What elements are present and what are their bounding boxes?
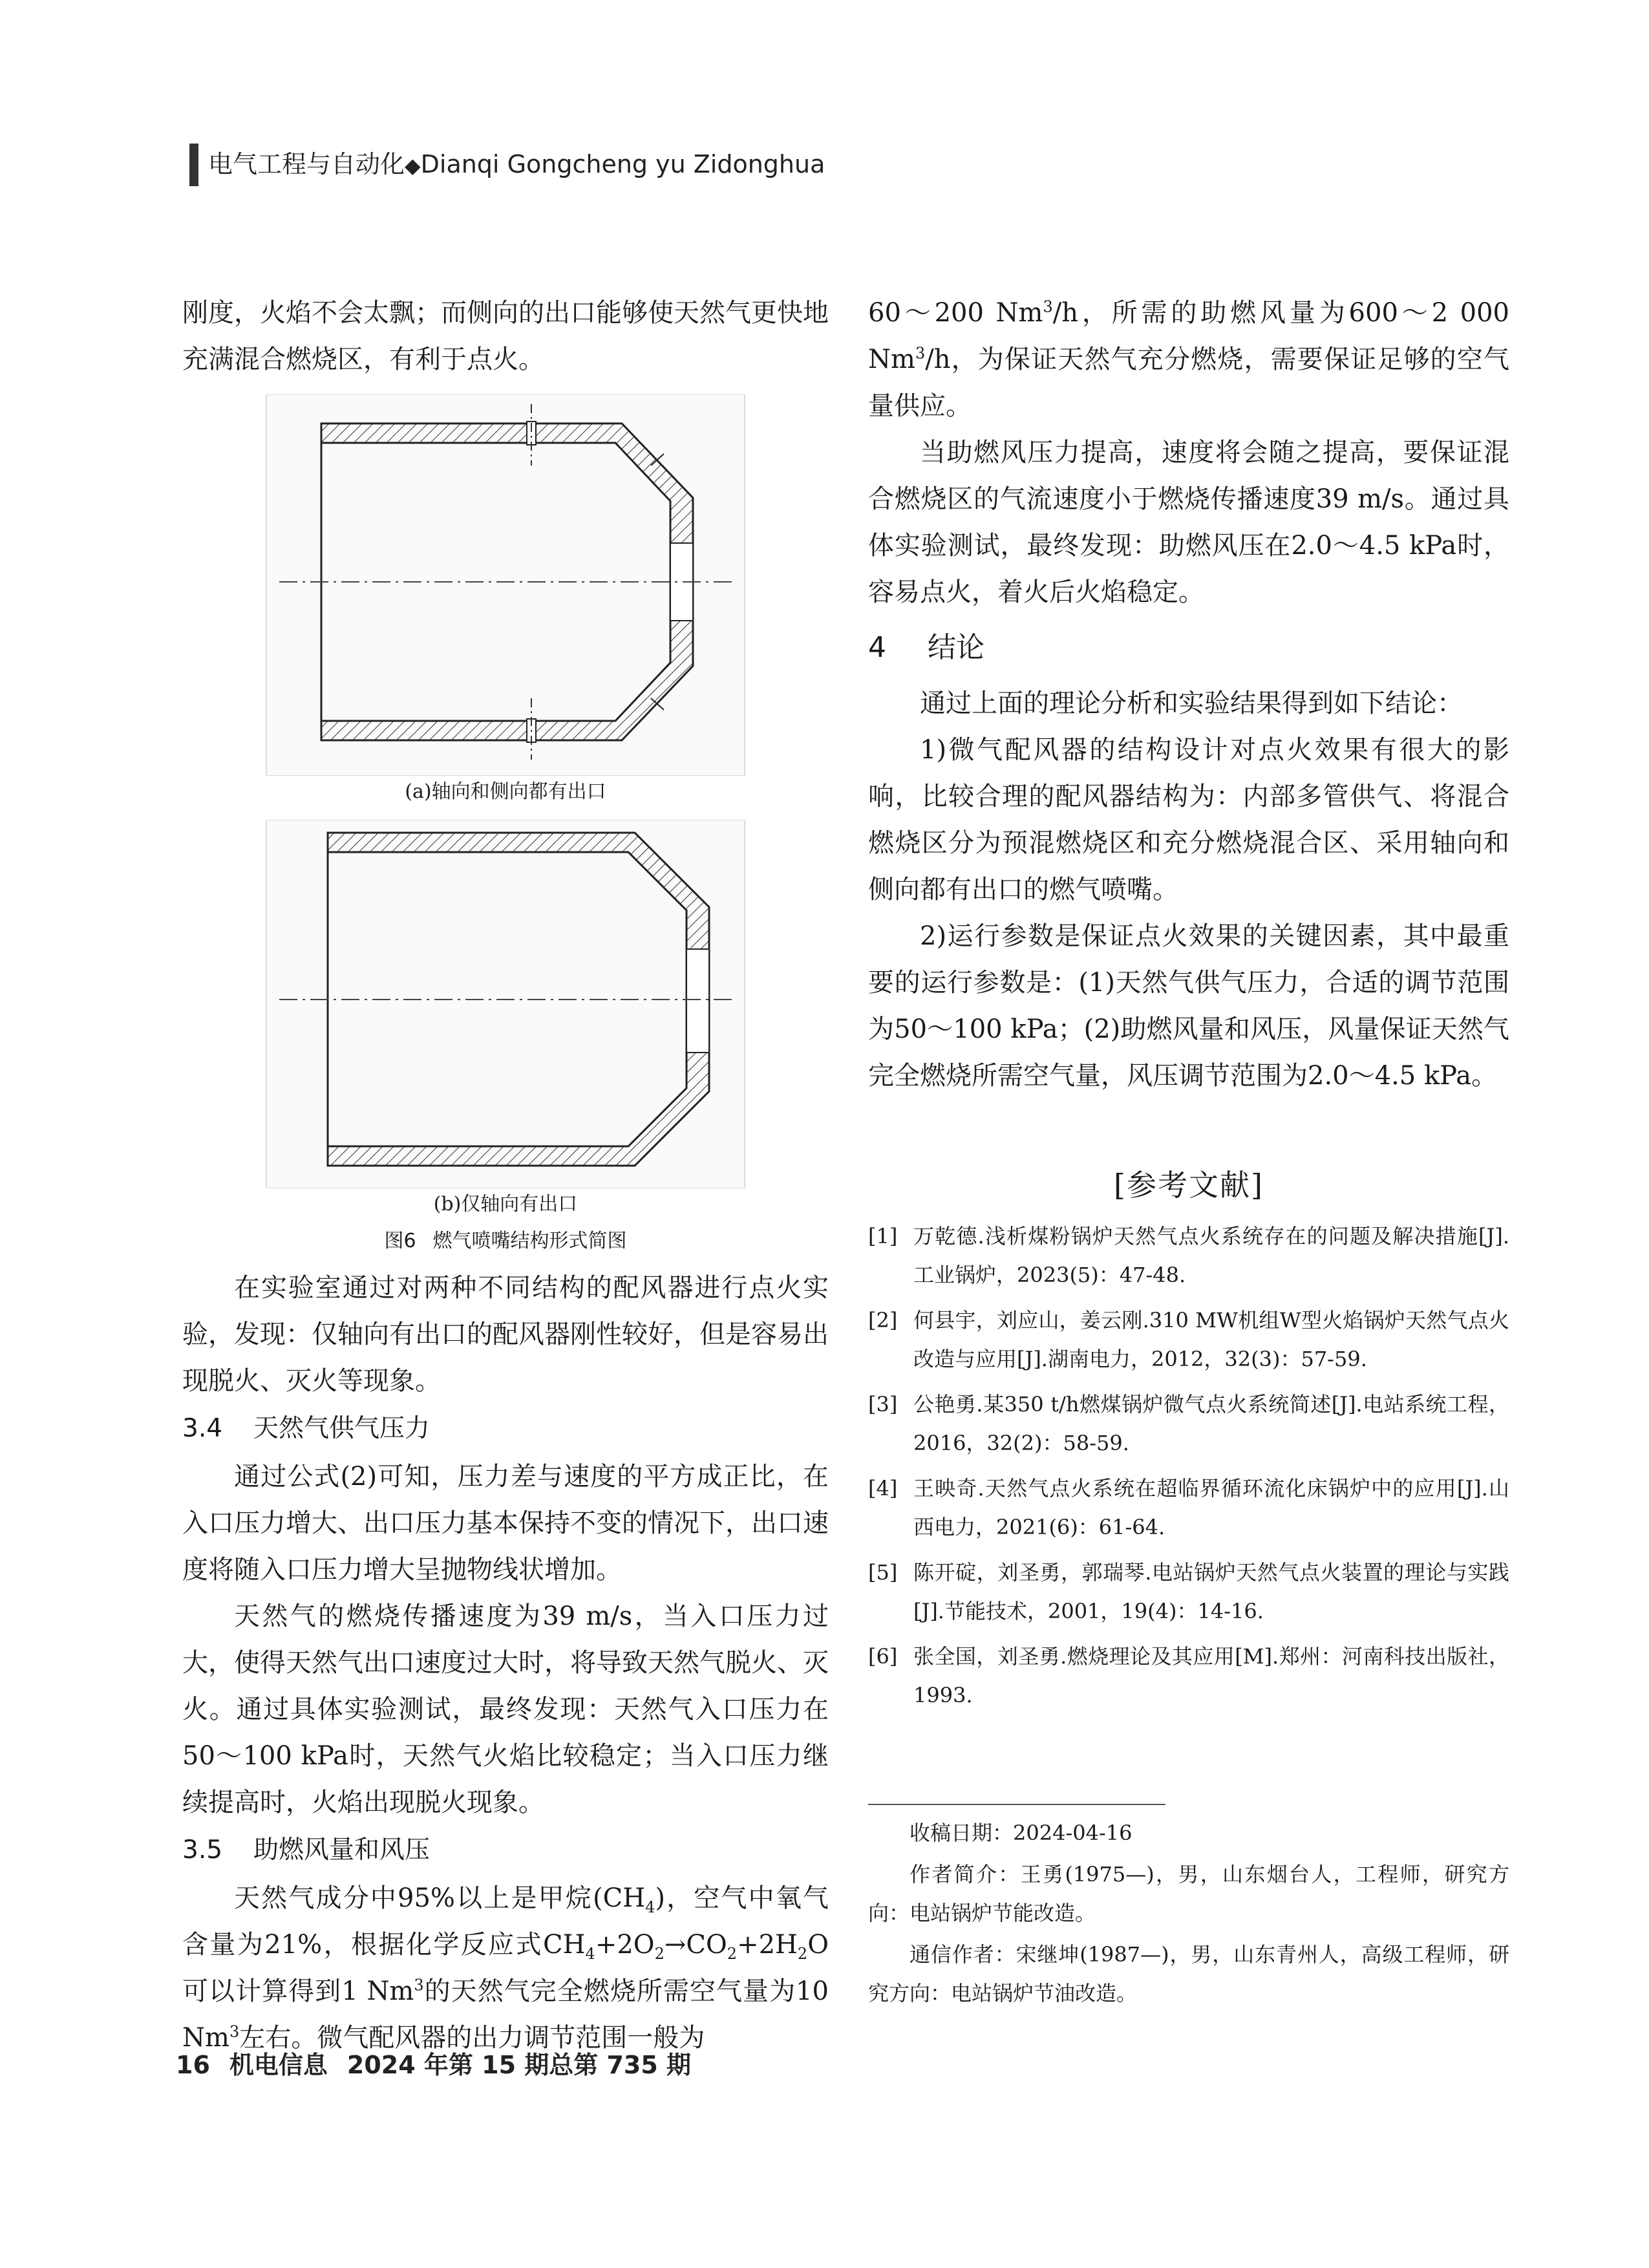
reference-text: 王映奇.天然气点火系统在超临界循环流化床锅炉中的应用[J].山西电力，2021(6)：61-64. xyxy=(913,1476,1509,1539)
superscript: 3 xyxy=(414,1976,424,1995)
paragraph: 天然气的燃烧传播速度为39 m/s，当入口压力过大，使得天然气出口速度过大时，将导致天然气脱火、灭火。通过具体实验测试，最终发现：天然气入口压力在50～100 kPa时，天然气火焰比较稳定；当入口压力继续提高时，火焰出现脱火现象。 xyxy=(182,1601,829,1817)
subfigure-caption-a: (a)轴向和侧向都有出口 xyxy=(405,780,606,803)
received-date xyxy=(868,1813,1509,1852)
references-heading: [参考文献] xyxy=(1114,1168,1264,1203)
header-bar xyxy=(189,144,198,186)
left-column xyxy=(182,290,829,2061)
paragraph: 在实验室通过对两种不同结构的配风器进行点火实验，发现：仅轴向有出口的配风器刚性较好，但是容易出现脱火、灭火等现象。 xyxy=(182,1273,829,1396)
figure-title: 燃气喷嘴结构形式简图 xyxy=(432,1230,627,1252)
section-heading-4 xyxy=(868,615,1509,680)
footnote-label: 收稿日期： xyxy=(910,1821,1014,1845)
axial-outlet xyxy=(686,949,709,1053)
footnote-value: 2024-04-16 xyxy=(1013,1821,1133,1845)
paragraph-chemistry xyxy=(182,1875,829,2061)
section-title: 助燃风量和风压 xyxy=(253,1835,431,1865)
figure-6 xyxy=(182,394,829,1262)
subfigure-caption-b: (b)仅轴向有出口 xyxy=(433,1193,578,1215)
paragraph: 通过公式(2)可知，压力差与速度的平方成正比，在入口压力增大、出口压力基本保持不变的情况下，出口速度将随入口压力增大呈抛物线状增加。 xyxy=(182,1462,829,1585)
reference-text: 万乾德.浅析煤粉锅炉天然气点火系统存在的问题及解决措施[J].工业锅炉，2023(5)：47-48. xyxy=(913,1224,1509,1287)
reference-text: 何县宇，刘应山，姜云刚.310 MW机组W型火焰锅炉天然气点火改造与应用[J].湖南电力，2012，32(3)：57-59. xyxy=(913,1308,1509,1371)
reference-text: 公艳勇.某350 t/h燃煤锅炉微气点火系统简述[J].电站系统工程，2016，32(2)：58-59. xyxy=(913,1392,1509,1455)
footnote-label: 通信作者： xyxy=(910,1942,1016,1967)
reference-list xyxy=(868,1217,1509,1715)
reference-text: 张全国，刘圣勇.燃烧理论及其应用[M].郑州：河南科技出版社，1993. xyxy=(913,1644,1509,1707)
section-number: 4 xyxy=(868,631,886,664)
paragraph: 通过上面的理论分析和实验结果得到如下结论： xyxy=(920,689,1463,718)
reference-number: [2] xyxy=(868,1308,898,1332)
diamond-icon: ◆ xyxy=(405,153,421,178)
footer-issue: 2024 年第 15 期总第 735 期 xyxy=(346,2051,692,2079)
subscript: 4 xyxy=(645,1898,655,1916)
reference-number: [4] xyxy=(868,1476,898,1501)
reference-number: [3] xyxy=(868,1392,898,1417)
reference-item xyxy=(868,1385,1509,1462)
reference-item xyxy=(868,1469,1509,1546)
reference-number: [1] xyxy=(868,1224,898,1248)
reference-item xyxy=(868,1637,1509,1715)
text-run: /h，为保证天然气充分燃烧，需要保证足够的空气量供应。 xyxy=(868,345,1509,421)
footer-journal: 机电信息 xyxy=(229,2051,328,2079)
footnote-label: 作者简介： xyxy=(910,1862,1021,1887)
text-run: 的天然气完全燃烧所需空气量为10 Nm xyxy=(182,1976,829,2053)
text-run: )，空气中氧气含量为21%，根据化学反应式CH xyxy=(182,1883,829,1960)
conclusion-item-1: 1)微气配风器的结构设计对点火效果有很大的影响，比较合理的配风器结构为：内部多管供气、将混合燃烧区分为预混燃烧区和充分燃烧混合区、采用轴向和侧向都有出口的燃气喷嘴。 xyxy=(868,735,1509,904)
page-number: 16 xyxy=(176,2051,210,2079)
reference-text: 陈开碇，刘圣勇，郭瑞琴.电站锅炉天然气点火装置的理论与实践[J].节能技术，2001，19(4)：14-16. xyxy=(913,1560,1509,1623)
superscript: 3 xyxy=(915,344,926,363)
conclusion-item-2: 2)运行参数是保证点火效果的关键因素，其中最重要的运行参数是：(1)天然气供气压力，合适的调节范围为50～100 kPa；(2)助燃风量和风压，风量保证天然气完全燃烧所需空气量，风压调节范围为2.0～4.5 kPa。 xyxy=(868,921,1509,1091)
footnotes xyxy=(868,1813,1509,2015)
paragraph: 当助燃风压力提高，速度将会随之提高，要保证混合燃烧区的气流速度小于燃烧传播速度39 m/s。通过具体实验测试，最终发现：助燃风压在2.0～4.5 kPa时，容易点火，着火后火焰稳定。 xyxy=(868,438,1509,607)
superscript: 3 xyxy=(229,2022,240,2041)
text-run: →CO xyxy=(664,1930,727,1960)
paragraph xyxy=(868,290,1509,429)
paragraph: 刚度，火焰不会太飘；而侧向的出口能够使天然气更快地充满混合燃烧区，有利于点火。 xyxy=(182,298,829,374)
section-title: 结论 xyxy=(928,631,984,664)
subscript: 2 xyxy=(797,1945,808,1963)
section-title: 天然气供气压力 xyxy=(253,1414,431,1443)
journal-title-pinyin: Dianqi Gongcheng yu Zidonghua xyxy=(420,150,825,178)
reference-number: [6] xyxy=(868,1644,898,1669)
right-column xyxy=(868,290,1509,1721)
reference-item xyxy=(868,1301,1509,1378)
reference-item xyxy=(868,1553,1509,1631)
text-run: 左右。微气配风器的出力调节范围一般为 xyxy=(239,2023,705,2053)
subscript: 2 xyxy=(727,1945,738,1963)
text-run: +2O xyxy=(595,1930,655,1960)
page-footer xyxy=(176,2047,710,2083)
figure-label: 图6 xyxy=(384,1230,416,1252)
reference-item xyxy=(868,1217,1509,1294)
text-run: /h，所需的助燃风量为600～2 000 Nm xyxy=(868,298,1509,374)
section-heading-3-5 xyxy=(182,1826,829,1875)
superscript: 3 xyxy=(1043,297,1053,316)
section-number: 3.5 xyxy=(182,1835,223,1865)
figure-caption xyxy=(182,1221,829,1262)
subscript: 2 xyxy=(654,1945,665,1963)
reference-number: [5] xyxy=(868,1560,898,1585)
subscript: 4 xyxy=(585,1945,595,1963)
running-header xyxy=(208,146,825,184)
section-heading-3-4 xyxy=(182,1404,829,1453)
section-number: 3.4 xyxy=(182,1414,223,1443)
author-bio xyxy=(868,1855,1509,1932)
corresponding-author xyxy=(868,1935,1509,2013)
text-run: 60～200 Nm xyxy=(868,298,1043,328)
text-run: +2H xyxy=(737,1930,798,1960)
nozzle-diagram-b xyxy=(182,820,829,1188)
nozzle-diagram-a xyxy=(182,394,829,776)
footnote-value: 王勇(1975—)，男，山东烟台人，工程师，研究方向：电站锅炉节能改造。 xyxy=(868,1862,1509,1925)
footnote-rule xyxy=(868,1804,1165,1805)
footnote-value: 宋继坤(1987—)，男，山东青州人，高级工程师，研究方向：电站锅炉节油改造。 xyxy=(868,1942,1509,2006)
text-run: 天然气成分中95%以上是甲烷(CH xyxy=(234,1883,646,1913)
journal-title-cn: 电气工程与自动化 xyxy=(208,150,405,178)
text-run: O可以计算得到1 Nm xyxy=(182,1930,829,2006)
